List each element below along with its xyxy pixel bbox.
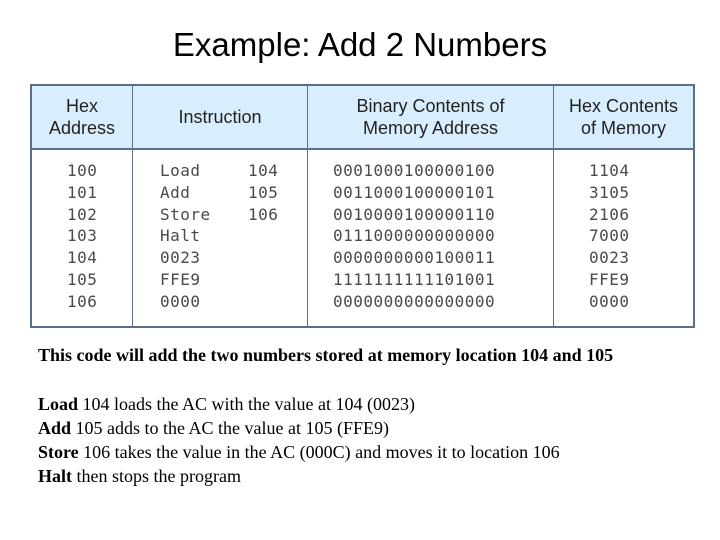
- description-keyword: Add: [38, 418, 72, 438]
- description-line: [38, 464, 560, 488]
- cell-instruction-op: Halt: [160, 226, 201, 246]
- cell-instruction-operand: [248, 247, 278, 269]
- cell-hex-contents: 1104: [589, 161, 630, 180]
- header-hex-contents: Hex Contents of Memory: [568, 96, 679, 138]
- cell-hex-contents: 3105: [589, 182, 630, 202]
- cell-instruction-op: 0000: [160, 291, 201, 311]
- cell-instruction-operand: 105: [248, 182, 279, 202]
- column-divider: [307, 86, 308, 326]
- cell-hex-contents: 7000: [589, 226, 630, 246]
- description-text: then stops the program: [72, 466, 241, 486]
- header-instruction: Instruction: [178, 107, 262, 127]
- summary-line: This code will add the two numbers stored at memory location 104 and 105: [38, 345, 614, 365]
- description-line: [38, 392, 560, 416]
- column-divider: [132, 86, 133, 326]
- header-binary-contents: Binary Contents of Memory Address: [356, 96, 505, 138]
- summary-text: [38, 343, 613, 367]
- header-hex-address: Hex Address: [48, 96, 116, 138]
- cell-hex-address: 104: [67, 248, 98, 268]
- cell-instruction-operand: 104: [248, 161, 279, 180]
- description-text: 106 takes the value in the AC (000C) and moves it to location 106: [78, 442, 560, 462]
- cell-hex-contents: 0023: [589, 248, 630, 268]
- memory-table: [30, 84, 695, 328]
- description-text: 104 loads the AC with the value at 104 (0023): [78, 394, 415, 414]
- cell-binary-contents: 0000000000100011: [333, 248, 496, 268]
- column-divider: [553, 86, 554, 326]
- cell-binary-contents: 0011000100000101: [333, 182, 496, 202]
- cell-instruction-operand: [248, 225, 278, 247]
- cell-hex-address: 102: [67, 204, 98, 224]
- column-hex-contents: [589, 160, 630, 313]
- instruction-descriptions: [38, 392, 560, 488]
- cell-instruction-operand: 106: [248, 204, 279, 224]
- cell-binary-contents: 1111111111101001: [333, 269, 496, 289]
- column-hex-address: [67, 160, 97, 313]
- cell-hex-address: 103: [67, 226, 98, 246]
- cell-hex-contents: 2106: [589, 204, 630, 224]
- cell-binary-contents: 0000000000000000: [333, 291, 496, 311]
- description-line: [38, 416, 560, 440]
- description-keyword: Store: [38, 442, 79, 462]
- cell-instruction-op: FFE9: [160, 269, 201, 289]
- cell-instruction-operand: [248, 269, 278, 291]
- cell-binary-contents: 0001000100000100: [333, 161, 496, 180]
- cell-hex-address: 105: [67, 269, 98, 289]
- cell-instruction-op: Add: [160, 182, 191, 202]
- description-line: [38, 440, 560, 464]
- cell-instruction-op: Load: [160, 161, 201, 180]
- description-keyword: Halt: [38, 466, 72, 486]
- description-keyword: Load: [38, 394, 79, 414]
- cell-hex-contents: FFE9: [589, 269, 630, 289]
- cell-hex-address: 100: [67, 161, 98, 180]
- cell-hex-contents: 0000: [589, 291, 630, 311]
- column-binary-contents: [333, 160, 495, 313]
- cell-instruction-op: Store: [160, 204, 211, 224]
- cell-binary-contents: 0010000100000110: [333, 204, 496, 224]
- page-title: Example: Add 2 Numbers: [172, 26, 548, 63]
- description-text: 105 adds to the AC the value at 105 (FFE9): [71, 418, 389, 438]
- cell-instruction-op: 0023: [160, 248, 201, 268]
- cell-hex-address: 106: [67, 291, 98, 311]
- cell-binary-contents: 0111000000000000: [333, 226, 496, 246]
- cell-instruction-operand: [248, 291, 278, 313]
- column-instruction-operand: [248, 160, 278, 313]
- column-instruction-op: [160, 160, 211, 313]
- cell-hex-address: 101: [67, 182, 98, 202]
